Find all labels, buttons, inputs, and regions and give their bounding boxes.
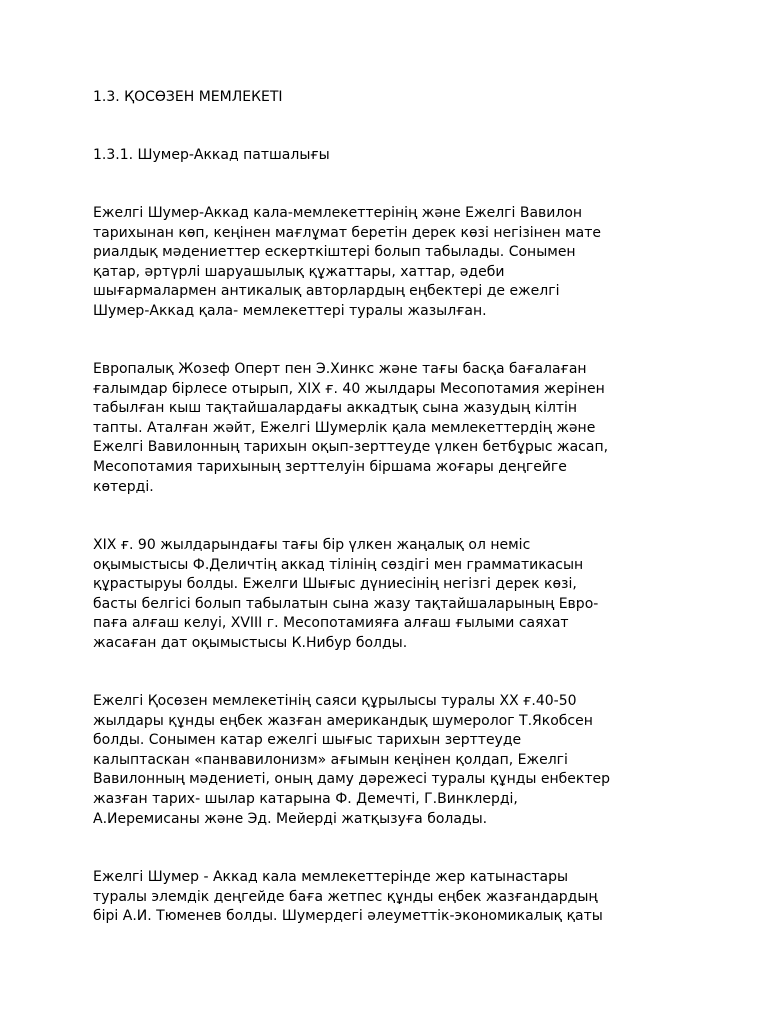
text-line: риалдық мәдениеттер ескерткіштері болып табылады. Сонымен: [93, 244, 576, 261]
text-line: калыптаскан «панвавилонизм» ағымын кеңінен қолдап, Ежелгі: [93, 751, 568, 768]
text-line: басты белгісі болып табылатын сына жазу тақтайшаларының Евро-: [93, 595, 599, 612]
text-line: жасаған дат оқымыстысы К.Нибур болды.: [93, 634, 408, 651]
text-line: тарихынан көп, кеңінен мағлұмат беретін дерек көзі негізінен мате: [93, 224, 601, 241]
text-line: Ежелгі Шумер-Аккад кала-мемлекеттерінің және Ежелгі Вавилон: [93, 205, 583, 221]
text-line: Ежелгі Вавилонның тарихын оқып-зерттеуде үлкен бетбұрыс жасап,: [93, 439, 609, 456]
text-line: Вавилонның мәдениеті, оның даму дәрежесі туралы құнды енбектер: [93, 771, 611, 788]
text-line: жазған тарих- шылар катарына Ф. Демечті, Г.Винклерді,: [93, 790, 518, 807]
section-heading: 1.3. ҚОСӨЗЕН МЕМЛЕКЕТІ: [93, 89, 283, 105]
text-line: құрастыруы болды. Ежелги Шығыс дүниесінің негізгі дерек көзі,: [93, 576, 577, 593]
text-line: шығармалармен антикалық авторлардың еңбектері де ежелгі: [93, 283, 560, 300]
text-line: қатар, әртүрлі шаруашылық құжаттары, хаттар, әдеби: [93, 263, 505, 280]
text-line: паға алғаш келуі, ХVIII г. Месопотамияға алғаш ғылыми саяхат: [93, 615, 569, 632]
text-line: болды. Сонымен катар ежелгі шығыс тарихын зерттеуде: [93, 732, 522, 749]
paragraph-1: [93, 204, 693, 322]
text-line: ХIХ ғ. 90 жылдарындағы тағы бір үлкен жаңалық ол неміс: [93, 537, 531, 553]
text-line: бірі А.И. Тюменев болды. Шумердегі әлеуметтік-экономикалық қаты: [93, 908, 603, 925]
text-line: Европалық Жозеф Оперт пен Э.Хинкс және тағы басқа бағалаған: [93, 361, 587, 377]
paragraph-5: [93, 868, 693, 927]
text-line: тапты. Аталған жәйт, Ежелгі Шумерлік қала мемлекеттердің және: [93, 419, 596, 436]
text-line: табылған кыш тақтайшалардағы аккадтық сына жазудың кілтін: [93, 400, 578, 417]
paragraph-3: [93, 536, 693, 654]
subsection-heading: 1.3.1. Шумер-Аккад патшалығы: [93, 147, 330, 163]
text-line: көтерді.: [93, 478, 154, 495]
paragraph-4: [93, 692, 693, 829]
text-line: А.Иеремисаны және Эд. Мейерді жатқызуға болады.: [93, 810, 488, 827]
text-line: Шумер-Аккад қала- мемлекеттері туралы жазылған.: [93, 302, 487, 319]
paragraph-2: [93, 360, 693, 497]
text-line: Ежелгі Қосөзен мемлекетінің саяси құрылысы туралы ХХ ғ.40-50: [93, 693, 577, 709]
text-line: Ежелгі Шумер - Аккад кала мемлекеттерінде жер катынастары: [93, 869, 569, 885]
text-line: жылдары құнды еңбек жазған американдық шумеролог Т.Якобсен: [93, 712, 593, 729]
text-line: ғалымдар бірлесе отырып, ХIХ ғ. 40 жылдары Месопотамия жерінен: [93, 380, 605, 397]
text-line: туралы элемдік деңгейде баға жетпес құнды еңбек жазғандардың: [93, 888, 598, 905]
text-line: Месопотамия тарихының зерттелуін біршама жоғары деңгейге: [93, 458, 567, 475]
text-line: оқымыстысы Ф.Деличтің аккад тілінің сөздігі мен грамматикасын: [93, 556, 584, 573]
